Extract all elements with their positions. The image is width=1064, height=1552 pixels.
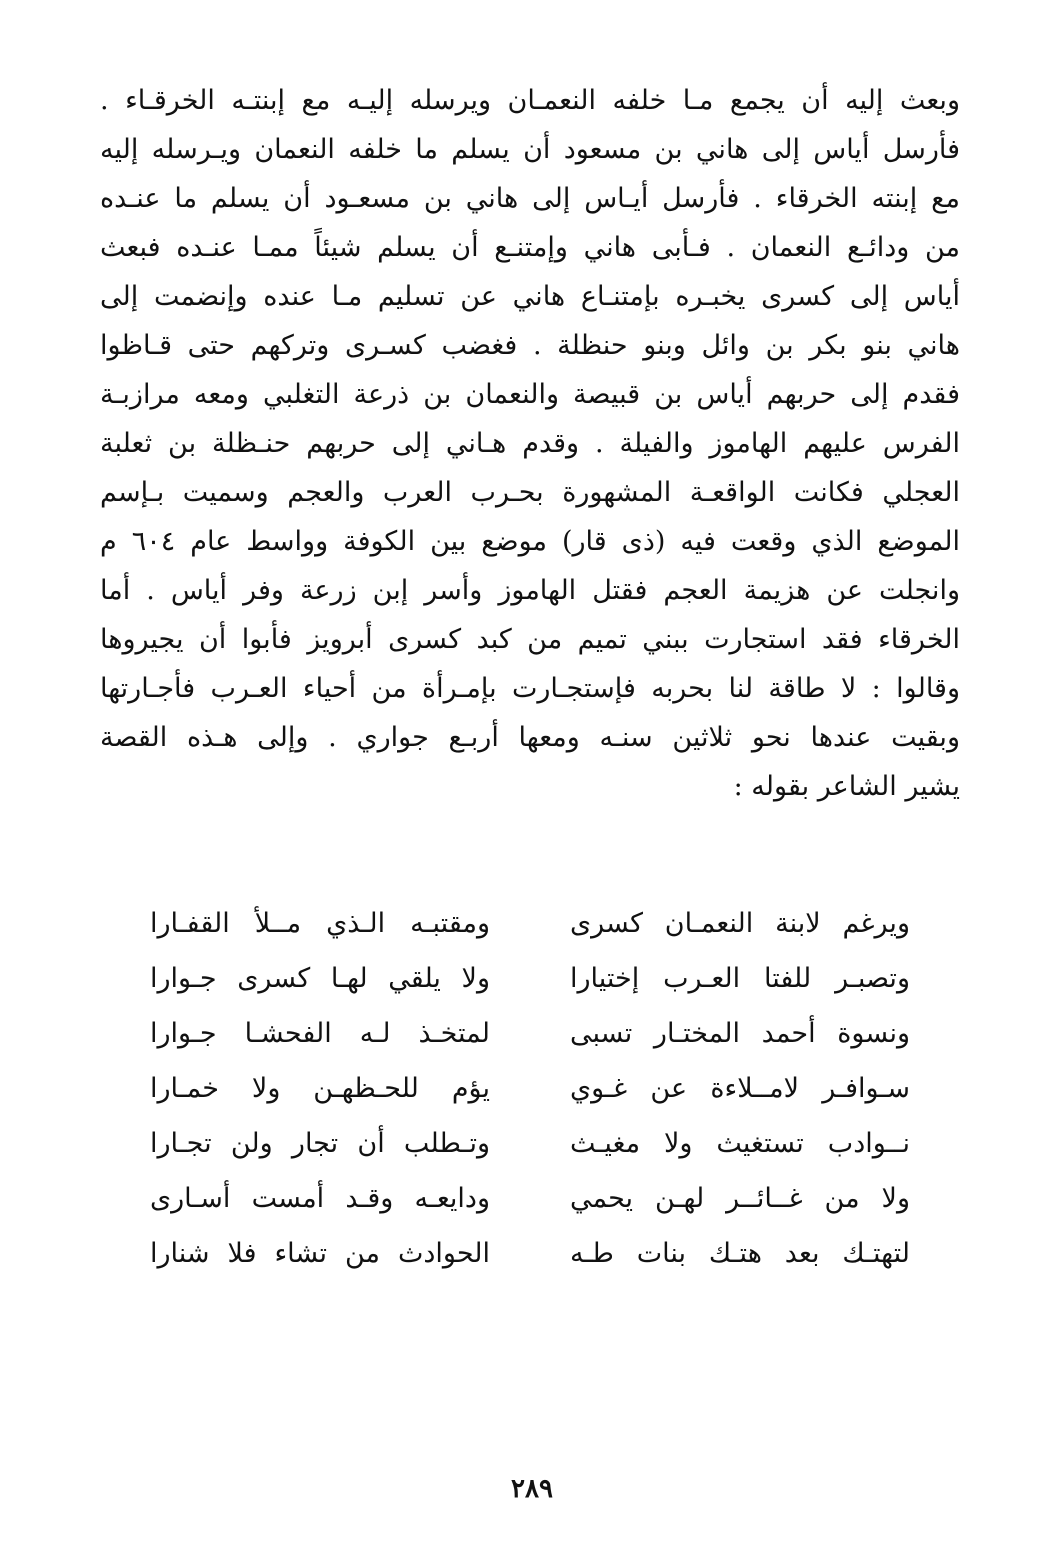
page-number: ٢٨٩ [511, 1474, 553, 1504]
poem-verse [150, 1006, 910, 1061]
prose-line: الموضع الذي وقعت فيه (ذى قار) موضع بين الكوفة وواسط عام ٦٠٤ م [100, 526, 960, 557]
verse-first-hemistich: سـوافـر لامــلاءة عن غـوي [570, 1073, 910, 1104]
verse-first-hemistich: ويرغم لابنة النعمـان كسرى [570, 908, 910, 939]
verse-second-hemistich: يؤم للحـظهـن ولا خمـارا [150, 1073, 490, 1104]
prose-line: أياس إلى كسرى يخبـره بإمتنـاع هاني عن تسليم مـا عنده وإنضمت إلى [100, 281, 960, 312]
prose-line: الفرس عليهم الهاموز والفيلة . وقدم هـاني إلى حربهم حنـظلة بن ثعلبة [100, 428, 960, 459]
verse-second-hemistich: لمتخـذ لـه الفحشـا جـوارا [150, 1018, 490, 1049]
poem-verse [150, 896, 910, 951]
poem-verse [150, 1226, 910, 1281]
prose-line: فأرسل أياس إلى هاني بن مسعود أن يسلم ما خلفه النعمان ويـرسله إليه [100, 134, 960, 165]
prose-line: يشير الشاعر بقوله : [733, 771, 960, 802]
prose-line: الخرقاء فقد استجارت ببني تميم من كبد كسرى أبرويز فأبوا أن يجيروها [100, 624, 960, 655]
prose-line: مع إبنته الخرقاء . فأرسل أيـاس إلى هاني بن مسعـود أن يسلم ما عنـده [100, 183, 960, 214]
poem-verse [150, 1116, 910, 1171]
verse-first-hemistich: ونسوة أحمد المختـار تسبى [570, 1018, 910, 1049]
verse-second-hemistich: ودايعـه وقـد أمست أسـارى [150, 1183, 490, 1214]
verse-second-hemistich: ولا يلقي لهـا كسرى جـوارا [150, 963, 490, 994]
verse-second-hemistich: وتـطلب أن تجار ولن تجـارا [150, 1128, 490, 1159]
verse-second-hemistich: الحوادث من تشاء فلا شنارا [150, 1238, 490, 1269]
poem [150, 896, 910, 1281]
prose-paragraph [100, 76, 960, 811]
prose-line: وانجلت عن هزيمة العجم فقتل الهاموز وأسر إبن زرعة وفر أياس . أما [100, 575, 960, 606]
poem-verse [150, 1061, 910, 1116]
verse-first-hemistich: ولا من غــائــر لهـن يحمي [570, 1183, 910, 1214]
prose-line: وبقيت عندها نحو ثلاثين سنـه ومعها أربـع جواري . وإلى هـذه القصة [100, 722, 960, 753]
prose-line: العجلي فكانت الواقعـة المشهورة بحـرب العرب والعجم وسميت بـإسم [100, 477, 960, 508]
prose-line: فقدم إلى حربهم أياس بن قبيصة والنعمان بن ذرعة التغلبي ومعه مرازبـة [100, 379, 960, 410]
prose-line: وبعث إليه أن يجمع مـا خلفه النعمـان ويرسله إليـه مع إبنتـه الخرقـاء . [100, 85, 960, 116]
prose-line: هاني بنو بكر بن وائل وبنو حنظلة . فغضب كسـرى وتركهم حتى قـاظوا [100, 330, 960, 361]
prose-line: من ودائـع النعمان . فـأبى هاني وإمتنـع أن يسلم شيئاً ممـا عنـده فبعث [100, 232, 960, 263]
poem-verse [150, 951, 910, 1006]
verse-second-hemistich: ومقتبـه الـذي مــلأ القفـارا [150, 908, 490, 939]
verse-first-hemistich: وتصبـر للفتا العـرب إختيارا [570, 963, 910, 994]
verse-first-hemistich: نــوادب تستغيث ولا مغيـث [570, 1128, 910, 1159]
verse-first-hemistich: لتهتـك بعد هتـك بنات طـه [570, 1238, 910, 1269]
prose-line: وقالوا : لا طاقة لنا بحربه فإستجـارت بإمـرأة من أحياء العـرب فأجـارتها [100, 673, 960, 704]
poem-verse [150, 1171, 910, 1226]
